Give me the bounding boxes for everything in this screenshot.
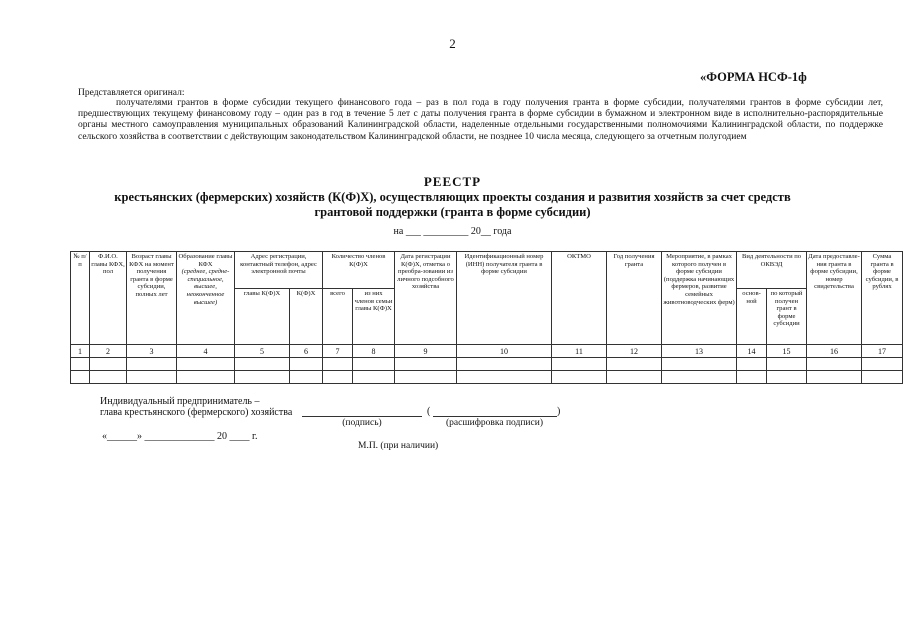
header-address-kfh: К(Ф)Х	[290, 289, 323, 345]
header-inn: Идентификационный номер (ИНН) получателя гранта в форме субсидии	[457, 252, 552, 345]
header-activity: Мероприятие, в рамках которого получен в форме субсидии (поддержка начинающих фермеров, развитие семейных животноводческих ферм)	[662, 252, 737, 345]
table-cell	[767, 358, 807, 371]
table-cell	[127, 358, 177, 371]
header-education-label: Образование главы КФХ	[178, 253, 233, 268]
table-cell	[323, 371, 353, 384]
col-number: 17	[862, 345, 903, 358]
document-subtitle-line2: грантовой поддержки (гранта в форме субсидии)	[314, 205, 591, 219]
table-cell	[290, 371, 323, 384]
table-cell	[737, 371, 767, 384]
col-number: 12	[607, 345, 662, 358]
col-number: 1	[71, 345, 90, 358]
table-cell	[177, 371, 235, 384]
table-cell	[127, 371, 177, 384]
table-cell	[457, 371, 552, 384]
header-education-note: (среднее, средне-специальное, высшее, неоконченное высшее)	[181, 268, 230, 306]
report-date-line: на ___ _________ 20__ года	[393, 226, 512, 237]
intro-line: Представляется оригинал:	[78, 88, 185, 98]
table-cell	[767, 371, 807, 384]
form-name: «ФОРМА НСФ-1ф	[700, 70, 807, 84]
signatory-title-line2: глава крестьянского (фермерского) хозяйства	[100, 407, 293, 418]
col-number: 9	[395, 345, 457, 358]
header-oktmo: ОКТМО	[552, 252, 607, 345]
header-fio: Ф.И.О. главы КФХ, пол	[90, 252, 127, 345]
table-cell	[862, 371, 903, 384]
col-number: 3	[127, 345, 177, 358]
table-cell	[862, 358, 903, 371]
table-cell	[552, 371, 607, 384]
table-cell	[290, 358, 323, 371]
table-cell	[353, 371, 395, 384]
table-cell	[395, 358, 457, 371]
header-grant-date: Дата предоставле-ния гранта в форме субсидии, номер свидетельства	[807, 252, 862, 345]
bracket-open: (	[427, 406, 431, 417]
signature-date-line: «______» ______________ 20 ____ г.	[102, 431, 258, 442]
col-number: 10	[457, 345, 552, 358]
col-number: 5	[235, 345, 290, 358]
table-row	[71, 371, 903, 384]
header-okved: Вид деятельности по ОКВЭД	[737, 252, 807, 289]
header-amount: Сумма гранта в форме субсидии, в рублях	[862, 252, 903, 345]
col-number: 11	[552, 345, 607, 358]
table-cell	[235, 358, 290, 371]
col-number: 14	[737, 345, 767, 358]
table-cell	[90, 358, 127, 371]
signature-line[interactable]	[302, 406, 422, 417]
document-title: РЕЕСТР	[423, 174, 482, 189]
header-okved-grant: по который получен грант в форме субсидии	[767, 289, 807, 345]
table-cell	[662, 371, 737, 384]
table-cell	[807, 371, 862, 384]
table-cell	[235, 371, 290, 384]
signature-label: (подпись)	[342, 418, 382, 428]
header-address-head: главы К(Ф)Х	[235, 289, 290, 345]
header-address: Адрес регистрации, контактный телефон, адрес электронной почты	[235, 252, 323, 289]
intro-paragraph: получателями грантов в форме субсидии текущего финансового года – раз в пол года в году получения гранта в форме субсидии, получателями грантов в форме субсидии лет, предшествующих текущему финансовому году – один раз в год в течение 5 лет с даты получения гранта в форме субсидии в бумажном и электронном виде в исполнительно-распорядительные органы местного самоуправления муниципальных образований Калининградской области, наделенные отдельными государственными полномочиями Калининградской области, по поддержке сельского хозяйства в соответствии с действующим законодательством Калининградской области, не позднее 10 числа месяца, следующего за отчетным полугодием	[78, 98, 883, 142]
table-cell	[457, 358, 552, 371]
registry-table	[70, 251, 903, 384]
header-num: № п/п	[71, 252, 90, 345]
bracket-close: )	[557, 406, 561, 417]
col-number: 8	[353, 345, 395, 358]
col-number: 6	[290, 345, 323, 358]
table-cell	[662, 358, 737, 371]
table-row	[71, 358, 903, 371]
col-number: 15	[767, 345, 807, 358]
table-cell	[71, 358, 90, 371]
col-number: 4	[177, 345, 235, 358]
table-cell	[71, 371, 90, 384]
header-education	[177, 252, 235, 345]
col-number: 16	[807, 345, 862, 358]
table-cell	[353, 358, 395, 371]
decoding-label: (расшифровка подписи)	[446, 418, 543, 428]
document-subtitle-line1: крестьянских (фермерских) хозяйств (К(Ф)Х), осуществляющих проекты создания и развития хозяйств за счет средств	[114, 190, 791, 204]
header-members-family: из них членов семьи главы К(Ф)Х	[353, 289, 395, 345]
table-cell	[552, 358, 607, 371]
table-cell	[607, 371, 662, 384]
table-cell	[737, 358, 767, 371]
table-cell	[807, 358, 862, 371]
header-members-total: всего	[323, 289, 353, 345]
signatory-title-line1: Индивидуальный предприниматель –	[100, 396, 260, 407]
header-age: Возраст главы КФХ на момент получения гранта в форме субсидии, полных лет	[127, 252, 177, 345]
table-cell	[177, 358, 235, 371]
header-okved-main: основ-ной	[737, 289, 767, 345]
header-members: Количество членов К(Ф)Х	[323, 252, 395, 289]
header-reg-date: Дата регистрации К(Ф)Х, отметка о преобра-зовании из личного подсобного хозяйства	[395, 252, 457, 345]
col-number: 7	[323, 345, 353, 358]
signature-decoding-line[interactable]	[433, 406, 557, 417]
table-cell	[395, 371, 457, 384]
col-number: 2	[90, 345, 127, 358]
stamp-note: М.П. (при наличии)	[358, 441, 439, 451]
table-cell	[323, 358, 353, 371]
column-number-row	[71, 345, 903, 358]
table-cell	[607, 358, 662, 371]
page-number: 2	[449, 36, 456, 51]
header-grant-year: Год получения гранта	[607, 252, 662, 345]
table-cell	[90, 371, 127, 384]
header-row-1	[71, 252, 903, 289]
col-number: 13	[662, 345, 737, 358]
